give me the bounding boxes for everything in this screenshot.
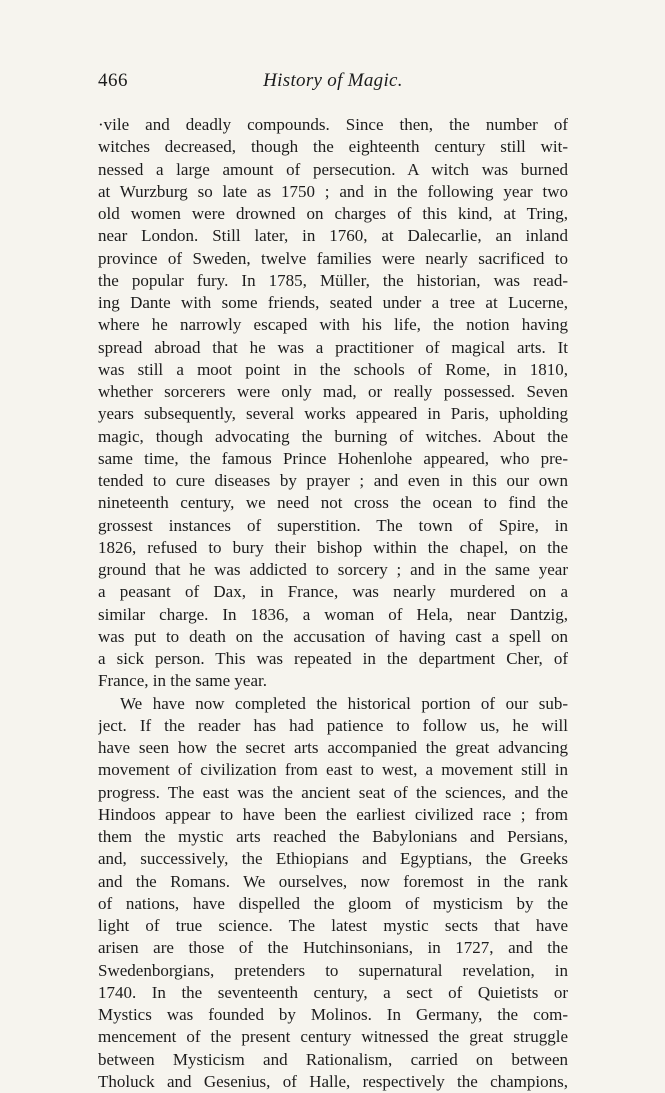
text-line: years subsequently, several works appeared in Paris, upholding bbox=[98, 404, 568, 424]
text-line: witches decreased, though the eighteenth century still wit- bbox=[98, 137, 568, 157]
text-line: at Wurzburg so late as 1750 ; and in the following year two bbox=[98, 181, 568, 201]
text-line: them the mystic arts reached the Babylonians and Persians, bbox=[98, 827, 568, 846]
running-head bbox=[98, 70, 568, 100]
text-line: 1826, refused to bury their bishop within the chapel, on the bbox=[98, 537, 568, 557]
book-page bbox=[98, 70, 568, 1093]
text-line: province of Sweden, twelve families were nearly sacrificed to bbox=[98, 248, 568, 268]
text-line: 1740. In the seventeenth century, a sect of Quietists or bbox=[98, 982, 568, 1002]
text-line: Mystics was founded by Molinos. In Germany, the com- bbox=[98, 1005, 568, 1024]
text-line: have seen how the secret arts accompanied the great advancing bbox=[98, 738, 568, 757]
text-line: the popular fury. In 1785, Müller, the historian, was read- bbox=[98, 270, 568, 290]
text-line: and the Romans. We ourselves, now foremost in the rank bbox=[98, 871, 568, 891]
page-number: 466 bbox=[98, 70, 128, 91]
text-line: France, in the same year. bbox=[98, 671, 267, 691]
text-line: nessed a large amount of persecution. A witch was burned bbox=[98, 159, 568, 179]
text-line: whether sorcerers were only mad, or really possessed. Seven bbox=[98, 382, 568, 401]
text-line: Hindoos appear to have been the earliest civilized race ; from bbox=[98, 804, 568, 824]
text-line: a peasant of Dax, in France, was nearly murdered on a bbox=[98, 582, 568, 602]
running-title: History of Magic. bbox=[263, 70, 403, 91]
text-line: arisen are those of the Hutchinsonians, in 1727, and the bbox=[98, 938, 568, 958]
text-line: between Mysticism and Rationalism, carried on between bbox=[98, 1049, 568, 1069]
text-line: progress. The east was the ancient seat of the sciences, and the bbox=[98, 782, 568, 802]
text-line: grossest instances of superstition. The town of Spire, in bbox=[98, 515, 568, 535]
text-line: spread abroad that he was a practitioner of magical arts. It bbox=[98, 337, 568, 357]
text-line: Swedenborgians, pretenders to supernatural revelation, in bbox=[98, 960, 568, 980]
text-line: tended to cure diseases by prayer ; and even in this our own bbox=[98, 471, 568, 490]
text-line: was still a moot point in the schools of Rome, in 1810, bbox=[98, 359, 568, 379]
text-line: ject. If the reader has had patience to follow us, he will bbox=[98, 715, 568, 735]
body-text bbox=[98, 114, 568, 1093]
text-line: near London. Still later, in 1760, at Dalecarlie, an inland bbox=[98, 226, 568, 246]
text-line: magic, though advocating the burning of witches. About the bbox=[98, 426, 568, 446]
text-line: ·vile and deadly compounds. Since then, the number of bbox=[98, 115, 568, 134]
text-line: and, successively, the Ethiopians and Egyptians, the Greeks bbox=[98, 849, 568, 869]
text-line: similar charge. In 1836, a woman of Hela, near Dantzig, bbox=[98, 604, 568, 624]
text-line: Tholuck and Gesenius, of Halle, respectively the champions, bbox=[98, 1071, 568, 1091]
text-line: nineteenth century, we need not cross the ocean to find the bbox=[98, 493, 568, 513]
text-line: We have now completed the historical portion of our sub- bbox=[120, 693, 568, 713]
text-line: mencement of the present century witnessed the great struggle bbox=[98, 1027, 568, 1047]
text-line: a sick person. This was repeated in the department Cher, of bbox=[98, 649, 568, 668]
text-line: ing Dante with some friends, seated under a tree at Lucerne, bbox=[98, 293, 568, 312]
text-line: was put to death on the accusation of having cast a spell on bbox=[98, 626, 568, 646]
text-line: of nations, have dispelled the gloom of mysticism by the bbox=[98, 893, 568, 913]
text-line: old women were drowned on charges of this kind, at Tring, bbox=[98, 204, 568, 223]
text-line: same time, the famous Prince Hohenlohe appeared, who pre- bbox=[98, 448, 568, 468]
text-line: movement of civilization from east to west, a movement still in bbox=[98, 760, 568, 780]
text-line: ground that he was addicted to sorcery ; and in the same year bbox=[98, 560, 568, 579]
text-line: where he narrowly escaped with his life, the notion having bbox=[98, 315, 568, 335]
text-line: light of true science. The latest mystic sects that have bbox=[98, 916, 568, 935]
